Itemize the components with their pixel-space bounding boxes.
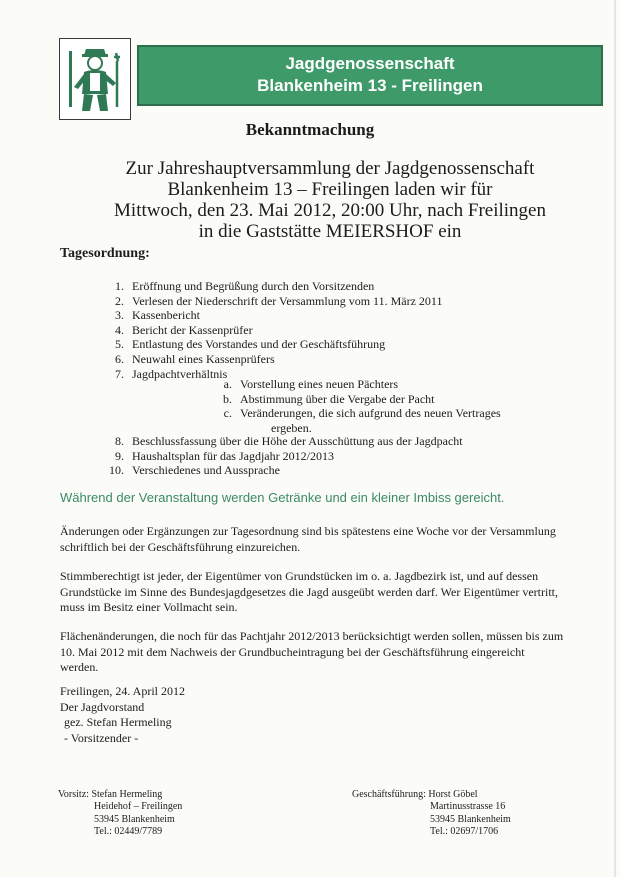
hunter-logo-icon [59, 38, 131, 120]
item-number: 9. [115, 448, 124, 463]
item-text: Jagdpachtverhältnis [132, 366, 228, 381]
sub-item-letter: c. [223, 406, 232, 421]
item-number: 3. [115, 308, 124, 323]
list-item [100, 449, 463, 464]
list-item [100, 434, 463, 449]
footer-address-line: Tel.: 02697/1706 [430, 826, 499, 837]
agenda-sub-list [214, 377, 501, 435]
organization-banner [137, 45, 603, 106]
list-item [100, 323, 442, 338]
footer-address-line: Martinusstrasse 16 [430, 801, 506, 812]
signature-line: Freilingen, 24. April 2012 [60, 684, 185, 698]
footer-address-line: Heidehof – Freilingen [94, 801, 183, 812]
item-text: Verschiedenes und Aussprache [132, 463, 280, 478]
item-text: Neuwahl eines Kassenprüfers [132, 351, 275, 366]
footer-address-line: Tel.: 02449/7789 [94, 826, 163, 837]
signature-line: gez. Stefan Hermeling [64, 715, 172, 729]
sub-item-continuation: ergeben. [271, 420, 312, 435]
footer-management-address [430, 801, 511, 839]
list-item [100, 463, 463, 478]
footer-address-line: 53945 Blankenheim [94, 813, 175, 825]
list-item [100, 279, 442, 294]
item-number: 4. [115, 322, 124, 337]
footer-label: Vorsitz: [58, 789, 89, 800]
item-text: Verlesen der Niederschrift der Versammlung vom 11. März 2011 [132, 293, 443, 308]
footer-chair [58, 789, 162, 802]
list-item [100, 352, 442, 367]
item-number: 1. [115, 279, 124, 293]
paragraph-amendments: Änderungen oder Ergänzungen zur Tagesordnung sind bis spätestens eine Woche vor der Versammlung schriftlich bei der Geschäftsführung einzureichen. [60, 524, 556, 554]
agenda-list [100, 279, 442, 381]
item-number: 8. [115, 434, 124, 448]
list-item [100, 308, 442, 323]
item-text: Haushaltsplan für das Jagdjahr 2012/2013 [132, 448, 334, 463]
signature-block [60, 684, 185, 746]
signature-line: Der Jagdvorstand [60, 699, 145, 714]
footer-label: Geschäftsführung: [352, 789, 426, 800]
paragraph-voting-rights: Stimmberechtigt ist jeder, der Eigentümer von Grundstücken im o. a. Jagdbezirk ist, und auf dessen Grundstücke im Sinne des Bundesjagdgesetzes die Jagd ausgeübt werden darf. Wer Eigentümer vertritt, muss im Besitz einer Vollmacht sein. [60, 569, 559, 614]
sub-item-text: Abstimmung über die Vergabe der Pacht [240, 391, 435, 406]
item-text: Kassenbericht [132, 308, 200, 323]
sub-item-text: Veränderungen, die sich aufgrund des neuen Vertrages [240, 406, 501, 421]
signature-line: - Vorsitzender - [64, 730, 139, 745]
list-item [100, 294, 442, 309]
item-number: 7. [115, 366, 124, 381]
intro-line: Zur Jahreshauptversammlung der Jagdgenossenschaft [125, 158, 535, 179]
item-text: Beschlussfassung über die Höhe der Ausschüttung aus der Jagdpacht [132, 434, 463, 448]
sub-list-item [214, 377, 501, 392]
item-text: Entlastung des Vorstandes und der Geschäftsführung [132, 337, 386, 352]
footer-management [352, 789, 478, 802]
sub-item-letter: b. [223, 391, 232, 406]
banner-line-2: Blankenheim 13 - Freilingen [257, 76, 483, 95]
intro-line: Blankenheim 13 – Freilingen laden wir für [167, 179, 493, 200]
banner-line-1: Jagdgenossenschaft [285, 54, 455, 73]
list-item [100, 337, 442, 352]
paragraph-area-changes: Flächenänderungen, die noch für das Pachtjahr 2012/2013 berücksichtigt werden sollen, müssen bis zum 10. Mai 2012 mit dem Nachweis der Grundbucheintragung bei der Geschäftsführung eingereicht werden. [60, 629, 564, 674]
item-number: 2. [115, 293, 124, 308]
item-number: 5. [115, 337, 124, 352]
invitation-text [40, 158, 620, 242]
sub-item-text: Vorstellung eines neuen Pächters [240, 377, 399, 391]
item-text: Eröffnung und Begrüßung durch den Vorsitzenden [132, 279, 375, 293]
item-number: 10. [109, 463, 124, 478]
footer-name: Horst Göbel [428, 789, 478, 800]
item-text: Bericht der Kassenprüfer [132, 322, 253, 337]
page-title: Bekanntmachung [245, 120, 375, 139]
sub-item-letter: a. [223, 377, 232, 391]
footer-name: Stefan Hermeling [91, 789, 163, 800]
sub-list-item [214, 406, 501, 421]
refreshment-note: Während der Veranstaltung werden Getränke und ein kleiner Imbiss gereicht. [60, 490, 505, 505]
agenda-heading: Tagesordnung: [60, 246, 150, 261]
intro-line: Mittwoch, den 23. Mai 2012, 20:00 Uhr, nach Freilingen [114, 200, 546, 221]
intro-line: in die Gaststätte MEIERSHOF ein [198, 221, 462, 242]
agenda-list-continued [100, 434, 463, 478]
sub-list-item [214, 392, 501, 407]
footer-chair-address [94, 801, 182, 839]
item-number: 6. [115, 351, 124, 366]
footer-address-line: 53945 Blankenheim [430, 813, 511, 825]
